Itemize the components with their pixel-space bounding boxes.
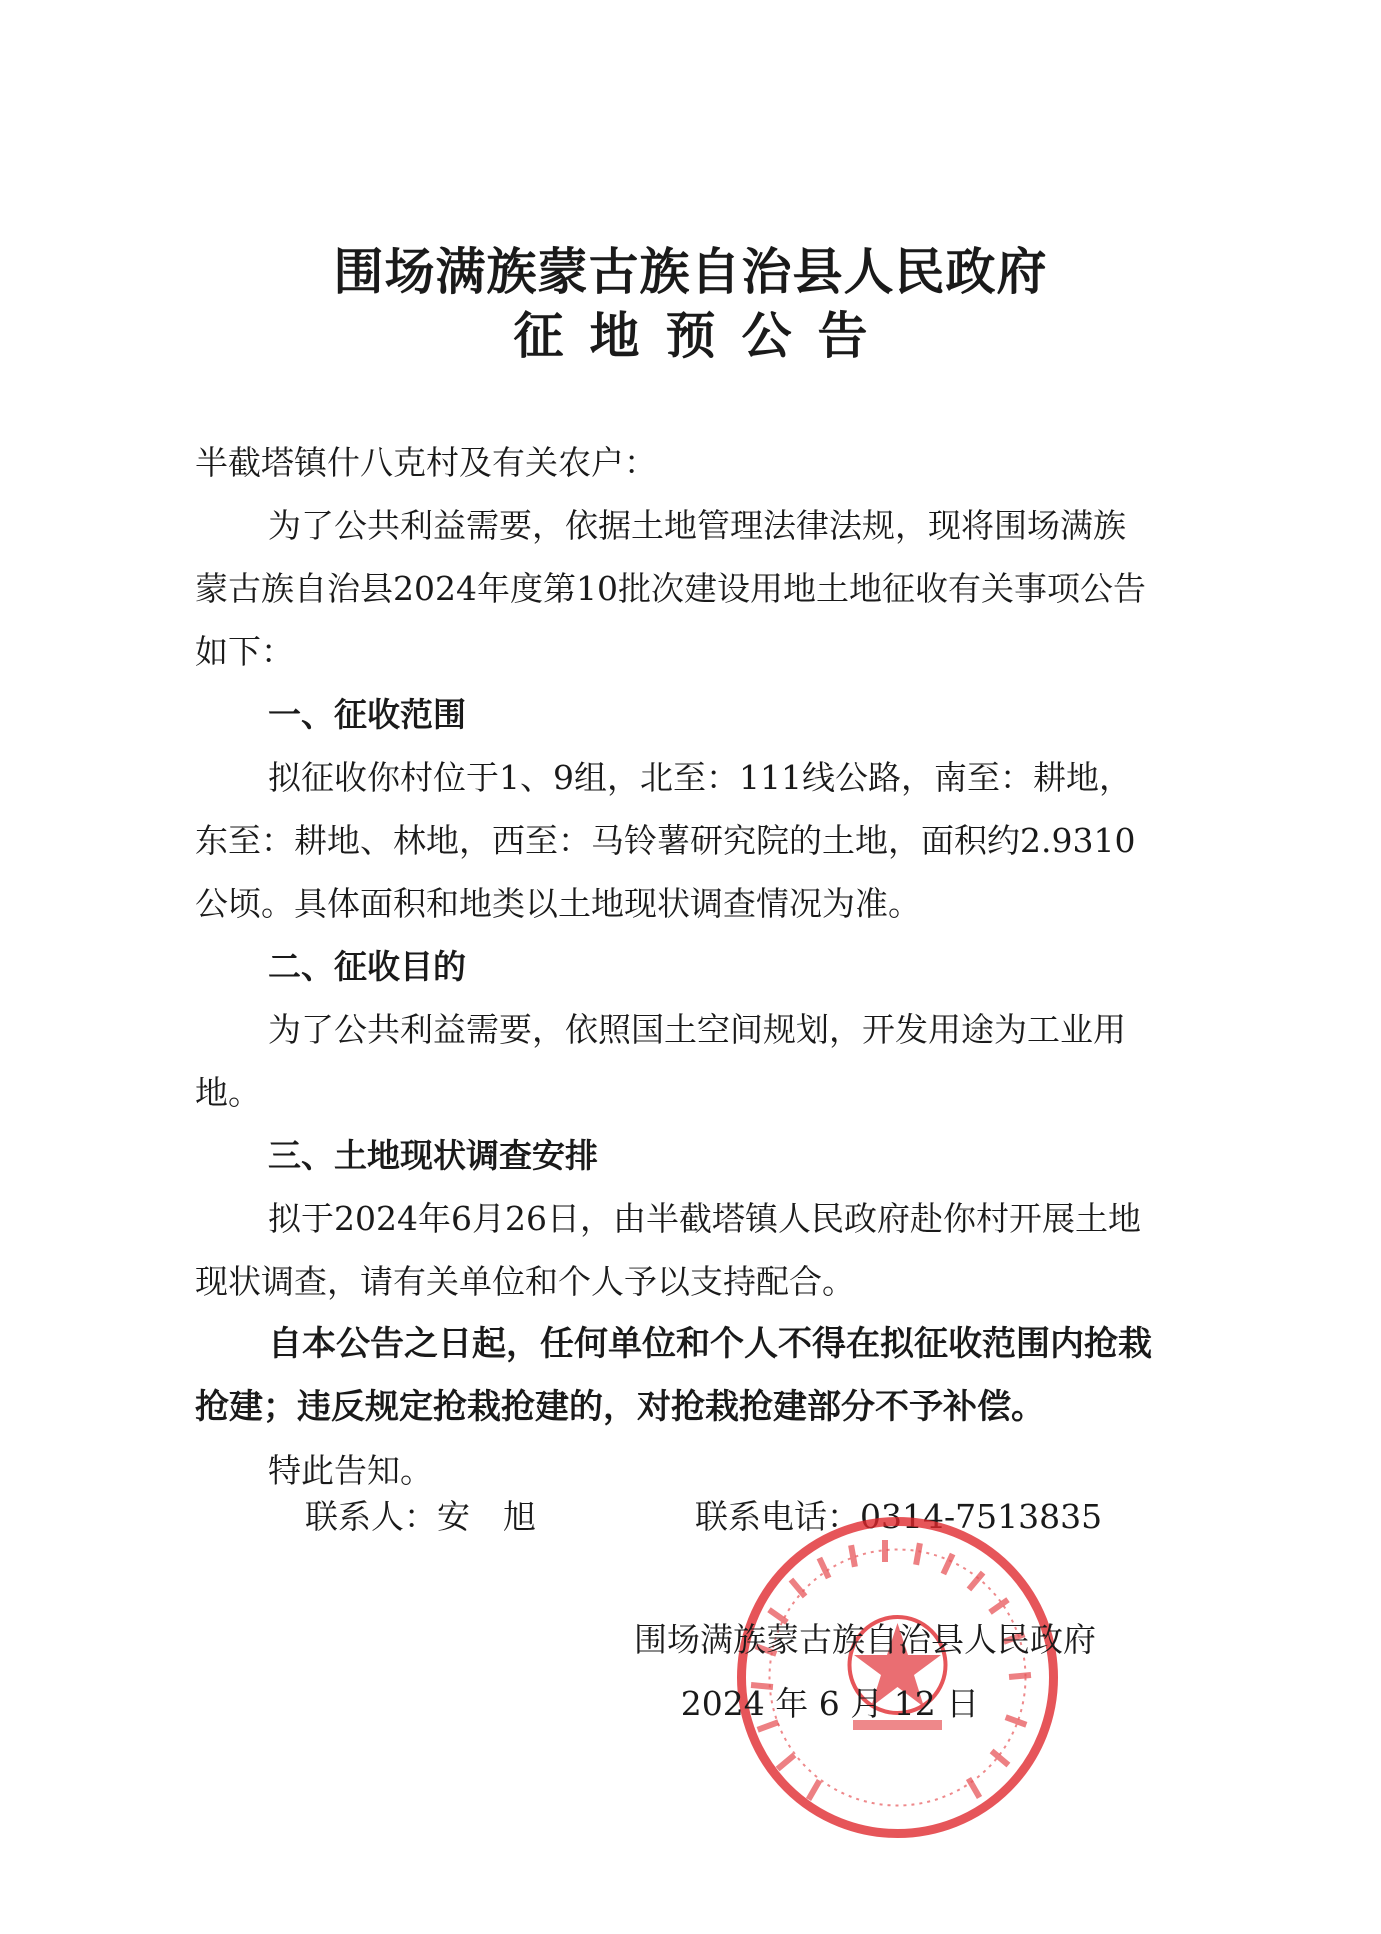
warning-line-2: 抢建；违反规定抢栽抢建的，对抢栽抢建部分不予补偿。 (195, 1387, 1045, 1427)
contact-phone: 联系电话：0314-7513835 (695, 1497, 1103, 1536)
section-1-line-3: 公顷。具体面积和地类以土地现状调查情况为准。 (195, 884, 921, 923)
section-1-heading: 一、征收范围 (268, 695, 466, 734)
intro-line-2: 蒙古族自治县2024年度第10批次建设用地土地征收有关事项公告 (195, 569, 1146, 608)
contact-person: 联系人：安 旭 (305, 1497, 536, 1536)
signature-date: 2024 年 6 月 12 日 (680, 1684, 980, 1723)
section-3-line-1: 拟于2024年6月26日，由半截塔镇人民政府赴你村开展土地 (268, 1199, 1141, 1238)
document-title: 围场满族蒙古族自治县人民政府 (333, 243, 1048, 301)
section-1-line-2: 东至：耕地、林地，西至：马铃薯研究院的土地，面积约2.9310 (195, 821, 1136, 860)
section-2-heading: 二、征收目的 (268, 947, 466, 986)
section-2-line-2: 地。 (195, 1073, 261, 1112)
intro-line-3: 如下： (195, 632, 294, 671)
section-1-line-1: 拟征收你村位于1、9组，北至：111线公路，南至：耕地， (268, 758, 1132, 797)
document-subtitle: 征地预公告 (513, 307, 894, 365)
section-3-line-2: 现状调查，请有关单位和个人予以支持配合。 (195, 1262, 855, 1301)
addressee: 半截塔镇什八克村及有关农户： (195, 443, 657, 482)
section-2-line-1: 为了公共利益需要，依照国土空间规划，开发用途为工业用 (268, 1010, 1126, 1049)
intro-line-1: 为了公共利益需要，依据土地管理法律法规，现将围场满族 (268, 506, 1126, 545)
closing-text: 特此告知。 (268, 1451, 433, 1490)
section-3-heading: 三、土地现状调查安排 (268, 1136, 598, 1175)
signature-organization: 围场满族蒙古族自治县人民政府 (634, 1620, 1096, 1659)
warning-line-1: 自本公告之日起，任何单位和个人不得在拟征收范围内抢栽 (268, 1324, 1152, 1364)
